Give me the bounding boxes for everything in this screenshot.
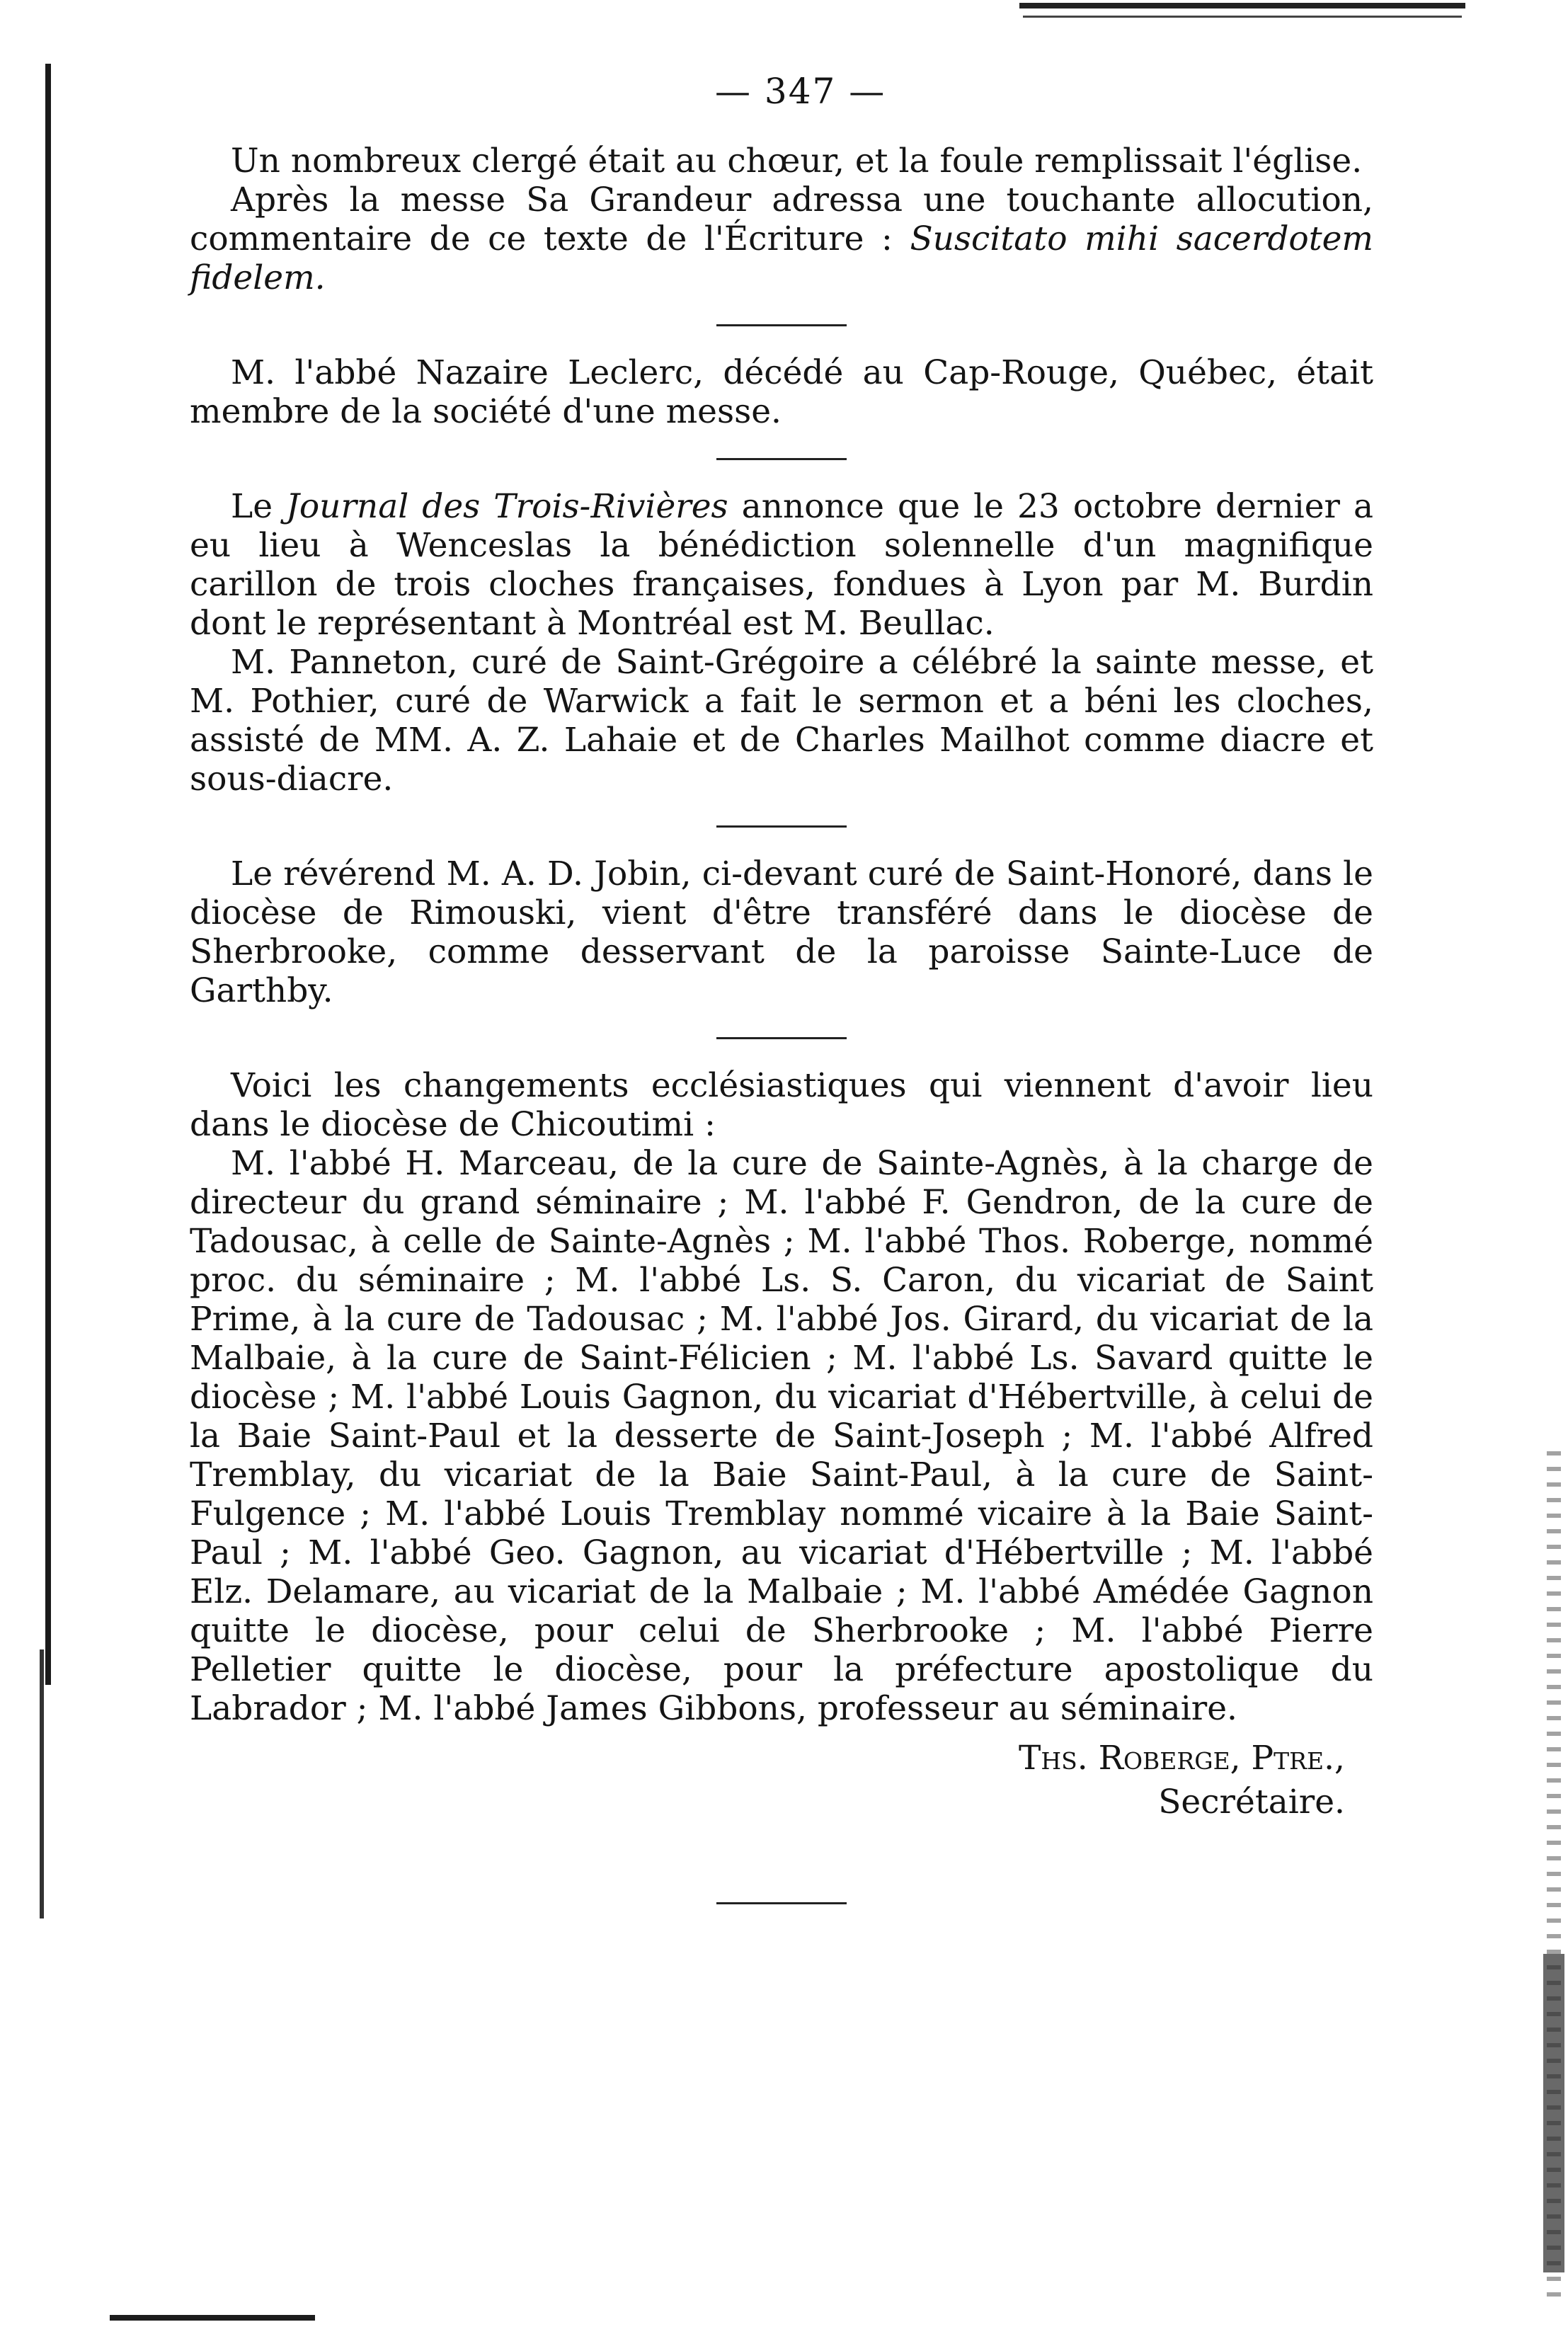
carillon-intro: Le bbox=[231, 487, 287, 526]
paragraph-leclerc: M. l'abbé Nazaire Leclerc, décédé au Cap-Rouge, Québec, était membre de la société d'une messe. bbox=[190, 353, 1373, 431]
paragraph-changes-list: M. l'abbé H. Marceau, de la cure de Sainte-Agnès, à la charge de directeur du grand séminaire ; M. l'abbé F. Gendron, de la cure de Tadousac, à celle de Sainte-Agnès ; M. l'abbé Thos. Roberge, nommé proc. du séminaire ; M. l'abbé Ls. S. Caron, du vicariat de Saint Prime, à la cure de Tadousac ; M. l'abbé Jos. Girard, du vicariat de la Malbaie, à la cure de Saint-Félicien ; M. l'abbé Ls. Savard quitte le diocèse ; M. l'abbé Louis Gagnon, du vicariat d'Hébertville, à celui de la Baie Saint-Paul et la desserte de Saint-Joseph ; M. l'abbé Alfred Tremblay, du vicariat de la Baie Saint-Paul, à la cure de Saint-Fulgence ; M. l'abbé Louis Tremblay nommé vicaire à la Baie Saint-Paul ; M. l'abbé Geo. Gagnon, au vicariat d'Hébertville ; M. l'abbé Elz. Delamare, au vicariat de la Malbaie ; M. l'abbé Amédée Gagnon quitte le diocèse, pour celui de Sherbrooke ; M. l'abbé Pierre Pelletier quitte le diocèse, pour la préfecture apostolique du Labrador ; M. l'abbé James Gibbons, professeur au séminaire. bbox=[190, 1144, 1373, 1728]
body-text bbox=[190, 142, 1373, 1904]
paragraph-ceremony: M. Panneton, curé de Saint-Grégoire a célébré la sainte messe, et M. Pothier, curé de Warwick a fait le sermon et a béni les cloches, assisté de MM. A. Z. Lahaie et de Charles Mailhot comme diacre et sous-diacre. bbox=[190, 643, 1373, 799]
end-separator bbox=[716, 1902, 847, 1904]
latin-quote: Suscitato mihi sacerdotem fidelem. bbox=[190, 219, 1373, 297]
scan-left-edge-lower bbox=[40, 1649, 44, 1918]
scan-right-speckle-dark bbox=[1543, 1954, 1564, 2272]
section-separator bbox=[716, 458, 847, 460]
signature-name: Ths. Roberge, Ptre., bbox=[1018, 1739, 1345, 1778]
journal-title: Journal des Trois-Rivières bbox=[286, 487, 728, 526]
section-separator bbox=[716, 825, 847, 828]
scan-top-rule-thin bbox=[1023, 16, 1462, 18]
paragraph-allocution bbox=[190, 181, 1373, 297]
allocution-text: Après la messe Sa Grandeur adressa une touchante allocution, commentaire de ce texte de l'Écriture : bbox=[190, 181, 1373, 258]
scan-left-edge bbox=[45, 64, 51, 1685]
carillon-text: annonce que le 23 octobre dernier a eu lieu à Wenceslas la bénédiction solennelle d'un magnifique carillon de trois cloches françaises, fondues à Lyon par M. Burdin dont le représentant à Montréal est M. Beullac. bbox=[190, 487, 1374, 643]
paragraph-clergy: Un nombreux clergé était au chœur, et la foule remplissait l'église. bbox=[231, 142, 1363, 181]
signature-title: Secrétaire. bbox=[1158, 1783, 1345, 1822]
scan-bottom-rule bbox=[110, 2315, 315, 2321]
scan-top-rule bbox=[1019, 3, 1465, 8]
paragraph-carillon bbox=[190, 487, 1373, 643]
page-number: — 347 — bbox=[715, 71, 886, 112]
section-separator bbox=[716, 1037, 847, 1039]
section-separator bbox=[716, 324, 847, 326]
paragraph-jobin: Le révérend M. A. D. Jobin, ci-devant curé de Saint-Honoré, dans le diocèse de Rimouski, vient d'être transféré dans le diocèse de Sherbrooke, comme desservant de la paroisse Sainte-Luce de Garthby. bbox=[190, 854, 1373, 1010]
paragraph-changes-intro: Voici les changements ecclésiastiques qui viennent d'avoir lieu dans le diocèse de Chicoutimi : bbox=[190, 1066, 1373, 1144]
